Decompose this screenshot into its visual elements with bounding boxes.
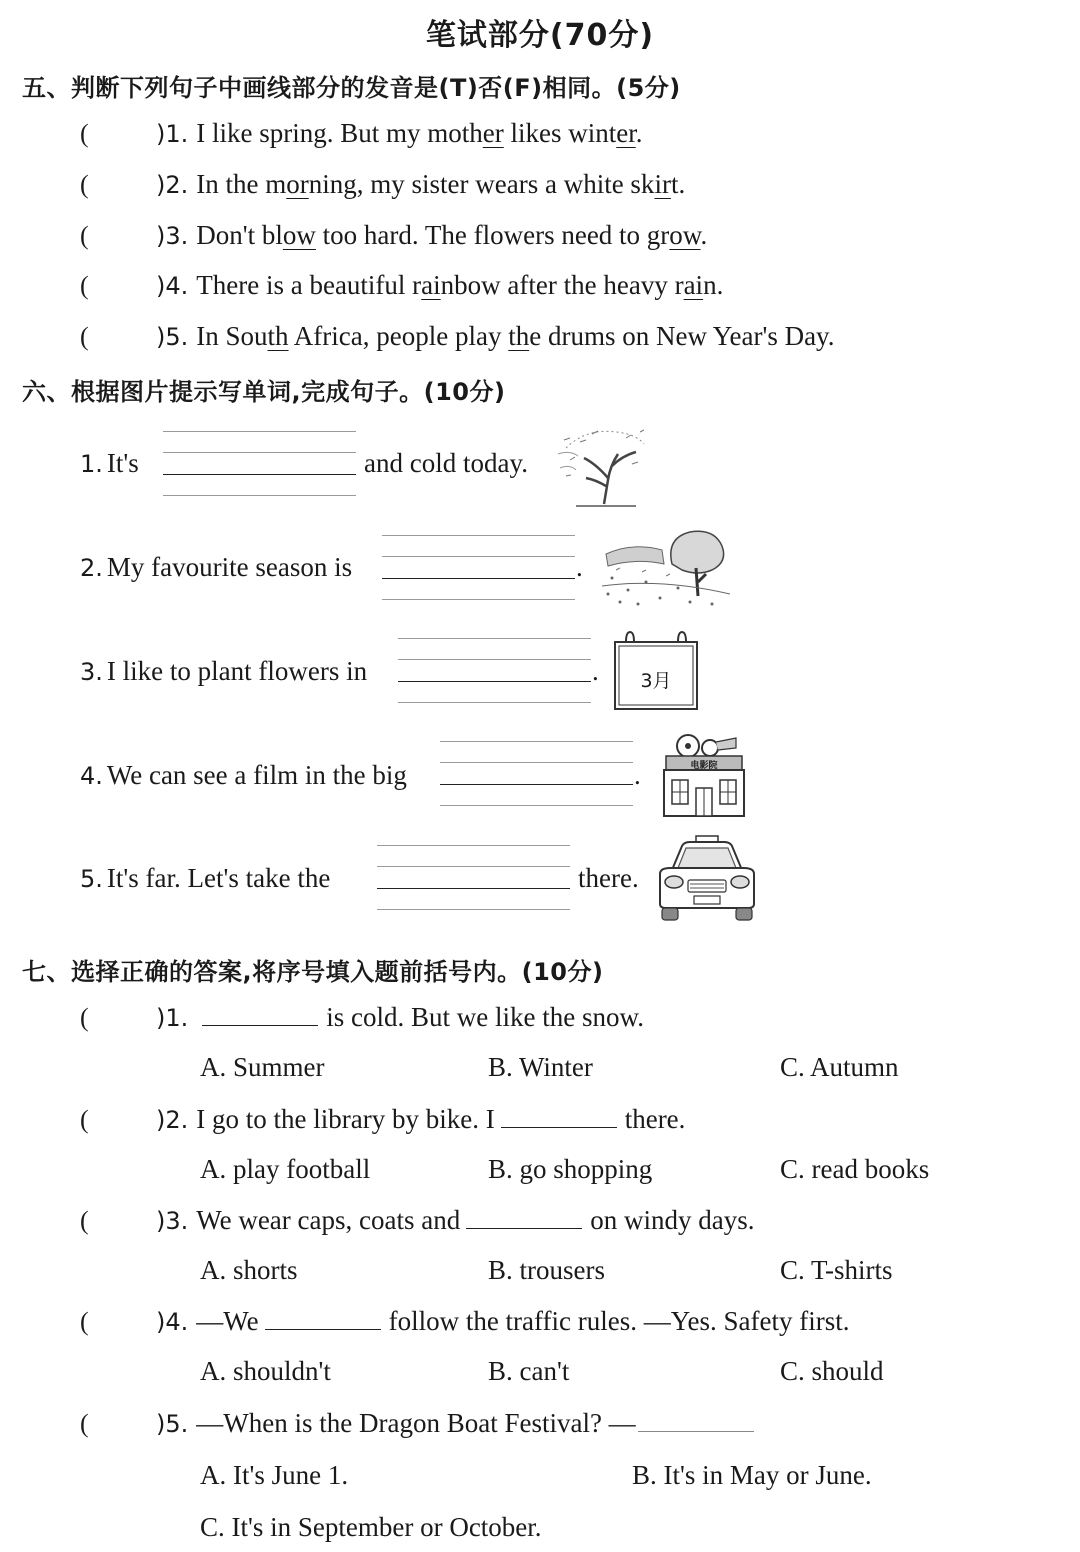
s7-q2-option-a: A. play football [200, 1154, 371, 1184]
s6-question-5 [80, 863, 330, 894]
s6-q1-writing-line-top [163, 431, 356, 432]
underlined-sound: or [286, 169, 309, 199]
s6-q5-text-before: It's far. Let's take the [106, 863, 331, 893]
s5-question-4 [80, 270, 723, 301]
cinema-sign: 电影院 [690, 761, 718, 771]
s6-q1-answer-blank[interactable] [163, 474, 356, 475]
s5-q5-answer-bracket[interactable]: ( [80, 322, 89, 351]
s7-question-5 [80, 1408, 762, 1439]
s7-q4-number: )4. [156, 1308, 189, 1336]
s5-q2-answer-bracket[interactable]: ( [80, 170, 89, 199]
s7-q1-option-c: C. Autumn [780, 1052, 899, 1082]
s6-q1-writing-line-mid [163, 452, 356, 453]
s7-q3-text-before: We wear caps, coats and [196, 1205, 461, 1235]
s7-q4-answer-blank[interactable] [265, 1308, 381, 1330]
s7-q1-answer-bracket[interactable]: ( [80, 1003, 89, 1032]
section-5-heading: 五、判断下列句子中画线部分的发音是(T)否(F)相同。(5分) [22, 74, 681, 102]
s7-q3-answer-blank[interactable] [466, 1207, 582, 1229]
autumn-tree-picture [602, 524, 730, 608]
s6-q4-answer-blank[interactable] [440, 784, 633, 785]
s6-q3-writing-line-bottom [398, 702, 591, 703]
s7-q1-option-a: A. Summer [200, 1052, 325, 1082]
sentence-fragment: There is a beautiful r [196, 270, 422, 300]
s7-q1-text-after: is cold. But we like the snow. [326, 1002, 644, 1032]
s5-q5-sentence [196, 321, 834, 351]
underlined-sound: ai [421, 270, 441, 300]
sentence-fragment: nbow after the heavy r [440, 270, 684, 300]
s6-q3-number: 3. [80, 658, 103, 686]
s7-q5-option-a: A. It's June 1. [200, 1460, 349, 1490]
s6-q3-writing-line-top [398, 638, 591, 639]
s5-question-5 [80, 321, 835, 352]
sentence-fragment: . [700, 220, 708, 250]
s5-q3-number: )3. [156, 222, 189, 250]
s6-q1-number: 1. [80, 450, 103, 478]
s7-question-3 [80, 1205, 754, 1236]
cinema-building-icon [660, 732, 748, 818]
s5-q1-sentence [196, 118, 642, 148]
s6-q1-writing-line-bottom [163, 495, 356, 496]
s6-question-1 [80, 448, 139, 479]
sentence-fragment: t. [670, 169, 686, 199]
s6-q2-writing-line-mid [382, 556, 575, 557]
s7-q3-answer-bracket[interactable]: ( [80, 1206, 89, 1235]
s6-q2-answer-blank[interactable] [382, 578, 575, 579]
s6-q4-writing-line-top [440, 741, 633, 742]
sentence-fragment: e drums on New Year's Day. [529, 321, 835, 351]
s7-q2-option-c: C. read books [780, 1154, 930, 1184]
taxi-picture [654, 834, 760, 922]
s5-q3-answer-bracket[interactable]: ( [80, 221, 89, 250]
s6-q3-writing-line-mid [398, 659, 591, 660]
underlined-sound: ir [654, 169, 671, 199]
s7-q2-answer-blank[interactable] [501, 1106, 617, 1128]
underlined-sound: ow [669, 220, 701, 250]
s7-q3-text-after: on windy days. [590, 1205, 755, 1235]
section-7-heading: 七、选择正确的答案,将序号填入题前括号内。(10分) [22, 958, 604, 986]
s7-q4-text-after: follow the traffic rules. —Yes. Safety first. [388, 1306, 850, 1336]
s6-q2-text-after: . [576, 552, 583, 582]
s7-q1-answer-blank[interactable] [202, 1004, 318, 1026]
s7-q3-option-b: B. trousers [488, 1255, 605, 1285]
s7-q4-option-a: A. shouldn't [200, 1356, 331, 1386]
s7-question-4 [80, 1306, 850, 1337]
s6-q1-text-before: It's [106, 448, 139, 478]
s6-q4-text-after: . [634, 760, 641, 790]
s7-q5-option-b: B. It's in May or June. [632, 1460, 872, 1490]
s6-q5-answer-blank[interactable] [377, 888, 570, 889]
s5-q2-number: )2. [156, 171, 189, 199]
s6-q5-writing-line-mid [377, 866, 570, 867]
s6-q2-writing-line-top [382, 535, 575, 536]
s5-question-1 [80, 118, 643, 149]
s6-q3-text-before: I like to plant flowers in [106, 656, 368, 686]
s7-q3-option-a: A. shorts [200, 1255, 298, 1285]
sentence-fragment: I like spring. But my moth [196, 118, 483, 148]
sentence-fragment: n. [703, 270, 724, 300]
s7-q3-option-c: C. T-shirts [780, 1255, 893, 1285]
s6-q5-text-after: there. [578, 863, 639, 893]
s7-q2-option-b: B. go shopping [488, 1154, 653, 1184]
windy-tree-picture [556, 420, 648, 510]
s7-q5-answer-bracket[interactable]: ( [80, 1409, 89, 1438]
s7-q5-answer-blank[interactable] [638, 1410, 754, 1432]
s5-q1-answer-bracket[interactable]: ( [80, 119, 89, 148]
s5-q4-sentence [196, 270, 723, 300]
s6-q4-writing-line-bottom [440, 805, 633, 806]
s6-q3-answer-blank[interactable] [398, 681, 591, 682]
sentence-fragment: Don't bl [196, 220, 283, 250]
s5-question-3 [80, 220, 707, 251]
s5-q3-sentence [196, 220, 707, 250]
s7-q4-option-b: B. can't [488, 1356, 570, 1386]
s6-q5-writing-line-top [377, 845, 570, 846]
s7-q5-number: )5. [156, 1410, 189, 1438]
calendar-label: 3月 [640, 670, 672, 692]
s7-q4-option-c: C. should [780, 1356, 884, 1386]
s6-q4-writing-line-mid [440, 762, 633, 763]
s5-q5-number: )5. [156, 323, 189, 351]
sentence-fragment: likes wint [503, 118, 617, 148]
s6-q2-text-before: My favourite season is [106, 552, 353, 582]
underlined-sound: er [616, 118, 636, 148]
calendar-picture [612, 630, 700, 712]
sentence-fragment: In the m [196, 169, 287, 199]
s6-q5-writing-line-bottom [377, 909, 570, 910]
s7-q3-number: )3. [156, 1207, 189, 1235]
sentence-fragment: . [635, 118, 643, 148]
s7-q2-number: )2. [156, 1106, 189, 1134]
s6-q3-text-after: . [592, 656, 599, 686]
underlined-sound: th [508, 321, 530, 351]
underlined-sound: er [482, 118, 504, 148]
s6-q1-text-after: and cold today. [364, 448, 528, 478]
section-6-heading: 六、根据图片提示写单词,完成句子。(10分) [22, 378, 506, 406]
s7-q5-option-c: C. It's in September or October. [200, 1512, 542, 1542]
s7-q5-text-before: —When is the Dragon Boat Festival? — [196, 1408, 636, 1438]
s5-q4-answer-bracket[interactable]: ( [80, 271, 89, 300]
s7-q1-number: )1. [156, 1004, 189, 1032]
underlined-sound: ai [683, 270, 704, 300]
underlined-sound: th [267, 321, 289, 351]
s6-q2-writing-line-bottom [382, 599, 575, 600]
s7-q4-answer-bracket[interactable]: ( [80, 1307, 89, 1336]
s6-q4-number: 4. [80, 762, 103, 790]
sentence-fragment: ning, my sister wears a white sk [308, 169, 655, 199]
s6-q2-number: 2. [80, 554, 103, 582]
s7-question-1 [80, 1002, 644, 1033]
s6-q5-number: 5. [80, 865, 103, 893]
s7-q2-answer-bracket[interactable]: ( [80, 1105, 89, 1134]
s6-question-2 [80, 552, 352, 583]
s7-q1-option-b: B. Winter [488, 1052, 593, 1082]
s7-q2-text-before: I go to the library by bike. I [196, 1104, 495, 1134]
sentence-fragment: too hard. The flowers need to gr [315, 220, 670, 250]
s7-q4-text-before: —We [196, 1306, 259, 1336]
underlined-sound: ow [282, 220, 316, 250]
sentence-fragment: In Sou [196, 321, 268, 351]
s6-q4-text-before: We can see a film in the big [106, 760, 407, 790]
s5-q4-number: )4. [156, 272, 189, 300]
s5-question-2 [80, 169, 685, 200]
sentence-fragment: Africa, people play [288, 321, 509, 351]
s6-question-4 [80, 760, 407, 791]
s6-question-3 [80, 656, 367, 687]
s5-q2-sentence [196, 169, 685, 199]
page-title: 笔试部分(70分) [425, 18, 655, 53]
s7-question-2 [80, 1104, 685, 1135]
s7-q2-text-after: there. [624, 1104, 686, 1134]
s5-q1-number: )1. [156, 120, 189, 148]
cinema-picture [660, 732, 748, 818]
